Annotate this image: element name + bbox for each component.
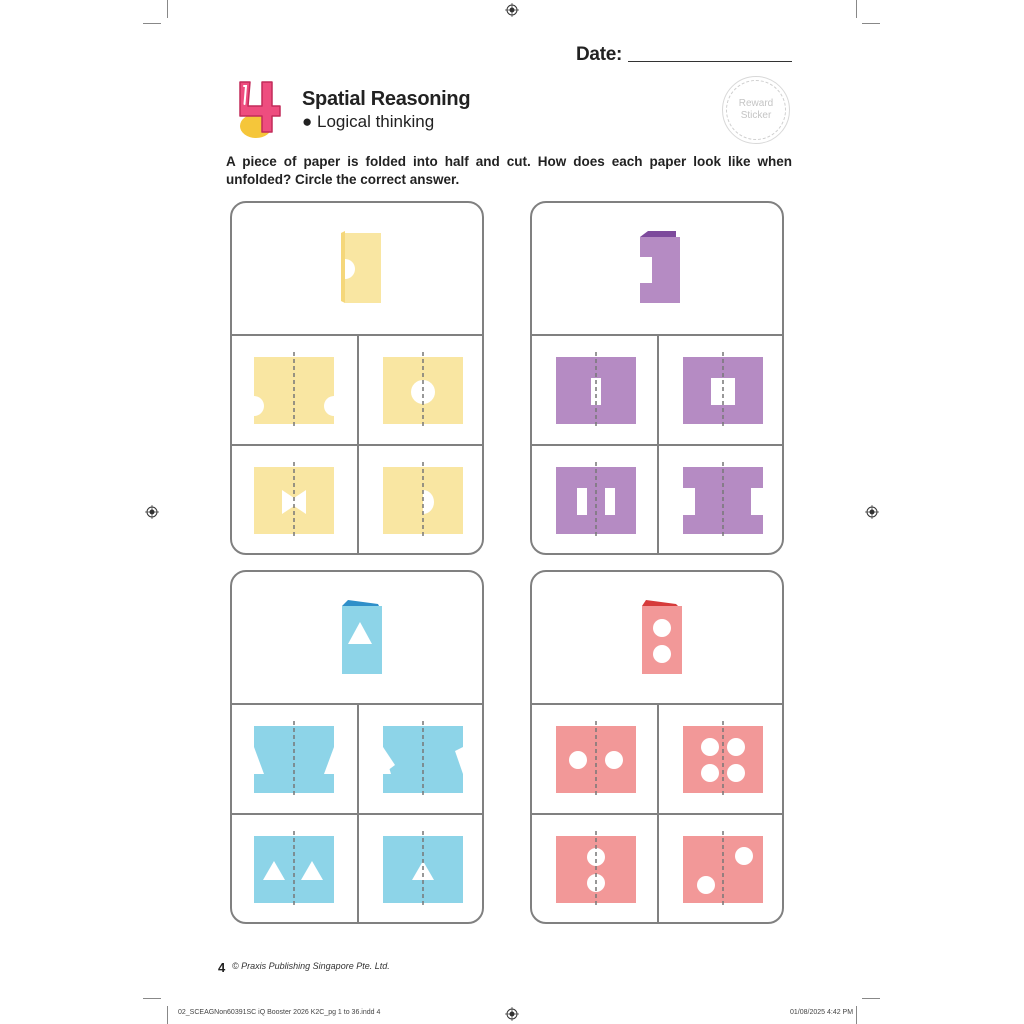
crop-mark [856,0,857,18]
option-pink-two-circles-diagonal[interactable] [659,815,784,923]
option-blue-one-triangle[interactable] [359,815,484,923]
folded-paper-yellow [337,231,381,305]
crop-mark [856,1006,857,1024]
puzzle-panel-yellow [230,201,484,555]
reward-sticker-placeholder [722,76,790,144]
crop-mark [167,1006,168,1024]
sticker-label: Sticker [740,110,772,121]
registration-mark-icon [505,1007,519,1021]
option-blue-triangle-notches[interactable] [232,705,357,813]
page-title: Spatial Reasoning [302,88,471,110]
option-yellow-bowtie[interactable] [232,446,357,554]
option-pink-four-circles[interactable] [659,705,784,813]
sticker-label: Reward [738,98,774,109]
option-yellow-half-circle-fold[interactable] [359,446,484,554]
registration-mark-icon [145,505,159,519]
crop-mark [143,23,161,24]
registration-mark-icon [865,505,879,519]
option-pink-two-circles-fold[interactable] [532,815,657,923]
puzzle-panel-purple [530,201,784,555]
copyright-notice: © Praxis Publishing Singapore Pte. Ltd. [232,961,390,971]
puzzle-panel-pink [530,570,784,924]
folded-paper-pink [636,600,682,676]
print-slug-file: 02_SCEAGNon60391SC iQ Booster 2026 K2C_pg 1 to 36.indd 4 [178,1009,381,1016]
folded-paper-blue [336,600,382,676]
instructions: A piece of paper is folded into half and cut. How does each paper look like when unfolded? Circle the correct answer. [226,154,792,187]
date-label: Date: [576,44,623,65]
option-purple-edge-notches[interactable] [659,446,784,554]
crop-mark [143,998,161,999]
print-slug-date: 01/08/2025 4:42 PM [790,1009,854,1016]
crop-mark [862,23,880,24]
date-line[interactable] [628,61,792,62]
crop-mark [862,998,880,999]
option-blue-slanted-notches[interactable] [359,705,484,813]
crop-mark [167,0,168,18]
puzzle-panel-blue [230,570,484,924]
option-pink-two-circles-side[interactable] [532,705,657,813]
option-yellow-full-circle[interactable] [359,336,484,444]
page-number: 4 [218,960,226,975]
option-purple-wide-rect[interactable] [659,336,784,444]
page-subtitle: ● Logical thinking [302,112,435,131]
option-purple-narrow-rect[interactable] [532,336,657,444]
activity-number-badge [232,76,288,140]
option-purple-two-rects[interactable] [532,446,657,554]
registration-mark-icon [505,3,519,17]
folded-paper-purple [636,231,682,305]
option-yellow-edge-half-circles[interactable] [232,336,357,444]
option-blue-two-triangles[interactable] [232,815,357,923]
